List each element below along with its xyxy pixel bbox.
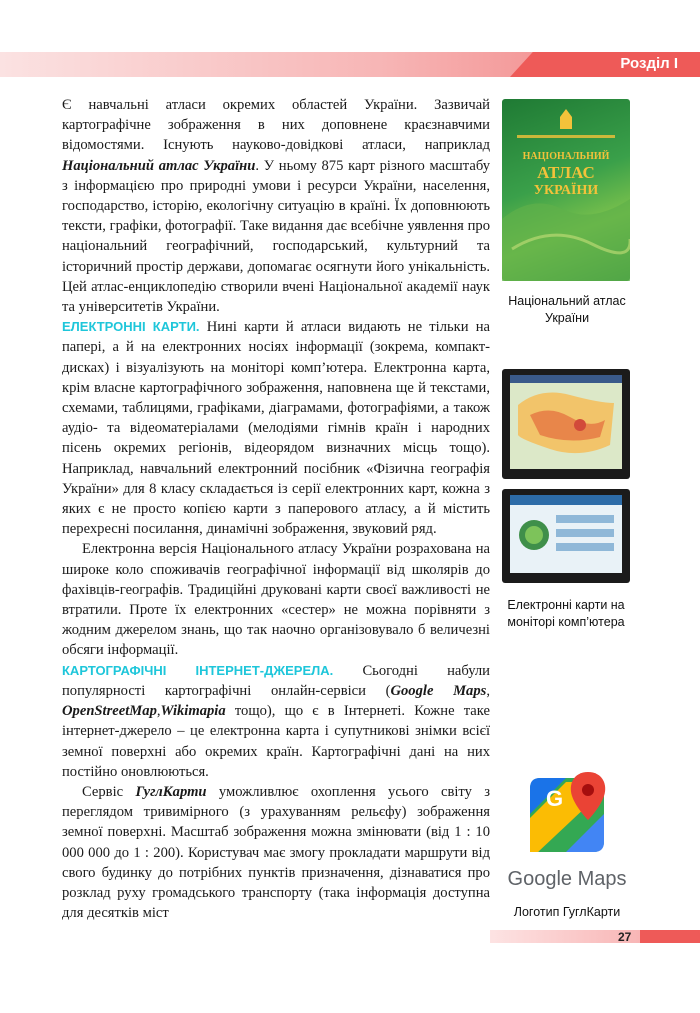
atlas-title-emphasis: Національний атлас України (62, 157, 256, 174)
paragraph-internet-sources: КАРТОГРАФІЧНІ ІНТЕРНЕТ-ДЖЕРЕЛА. Сьогодні набули популярності картографічні онлайн-сервіси (Google Maps, OpenStreetMap,Wikimapia тощо), що є в Інтернеті. Кожне таке інтернет-джерело – це електронна карта і супутникові знімки всієї земної поверхні або окремих країн. Картографічні дані на них постійно оновлюються. (62, 662, 490, 780)
section-title: Розділ I (620, 55, 678, 72)
google-maps-pin-icon (526, 770, 610, 856)
monitor-map-image (502, 369, 630, 479)
paragraph-google-maps: Сервіс ГуглКарти уможливлює охоплення усього світу з переглядом тривимірного (з урахуванням рельєфу) зображення земної поверхні. Масштаб зображення можна змінювати (від 1 : 10 000 000 до 1 : 200). Користувач має змогу прокладати маршрути від свого будинку до потрібних пунктів призначення, дізнаватися про розклад руху громадського транспорту (така інформація доступна для десятків міст (62, 783, 490, 922)
heading-internet-sources: КАРТОГРАФІЧНІ ІНТЕРНЕТ-ДЖЕРЕЛА. (62, 662, 334, 678)
svg-text:G: G (546, 786, 564, 811)
atlas-cover-image: НАЦІОНАЛЬНИЙ АТЛАС УКРАЇНИ (502, 99, 630, 281)
paragraph-electronic-maps: ЕЛЕКТРОННІ КАРТИ. Нині карти й атласи видають не тільки на папері, а й на електронних носіях інформації (зокрема, компакт-дисках) і візуалізують на моніторі комп’ютера. Електронна карта, крім власне картографічного зображення, наповнена ще й текстами, схемами, таблицями, графіками, діаграмами, фотографіями, а також аудіо- та відеоматеріалами (мелодіями гімнів країн і народних пісень окремих регіонів, відеорядом визначних місць тощо). Наприклад, навчальний електронний посібник «Фізична географія України» для 8 класу складається із серії електронних карт, кожна з яких є не просто копією карти з паперового атласу, а й містить перехресні посилання, динамічні зображення, звуковий ряд. (62, 319, 490, 538)
logo-caption: Логотип ГуглКарти (513, 905, 621, 919)
google-maps-logo (526, 770, 610, 856)
footer-tab (640, 930, 700, 943)
paragraph-electronic-atlas: Електронна версія Національного атласу України розрахована на широке коло споживачів географічної інформації від школярів до фахівців-географів. Традиційні друковані карти своєї важливості не втратили. Проте їх електронних «сестер» не можна порівняти з жодним джерелом знань, що так наочно організовувало б величезні обсяги інформації. (62, 541, 490, 659)
monitor-app-image (502, 489, 630, 583)
section-header-band (0, 52, 700, 77)
google-maps-wordmark: Google Maps (507, 868, 627, 890)
main-text-column (62, 95, 490, 923)
monitor-app-screen (510, 495, 622, 573)
heading-electronic-maps: ЕЛЕКТРОННІ КАРТИ. (62, 319, 200, 335)
paragraph-atlases: Є навчальні атласи окремих областей України. Зазвичай картографічне зображення в них доповнене краєзнавчими відомостями. Існують науково-довідкові атласи, наприклад Національний атлас України. У ньому 875 карт різного масштабу з інформацією про природні умови і ресурси України, населення, господарство, історію, екологічну ситуацію в країні. Їх доповнюють тексти, графіки, фотографії. Таке видання дає всебічне уявлення про національний географічний, господарський, культурний та історичний простір держави, допомагає осягнути його унікальність. Цей атлас-енциклопедію створили вчені Національної академії наук та університетів України. (62, 97, 490, 316)
atlas-caption: Національний атлас України (508, 294, 626, 325)
page-number: 27 (618, 930, 632, 944)
monitor-caption: Електронні карти на моніторі комп’ютера (507, 598, 625, 629)
monitor-map-screen (510, 375, 622, 469)
